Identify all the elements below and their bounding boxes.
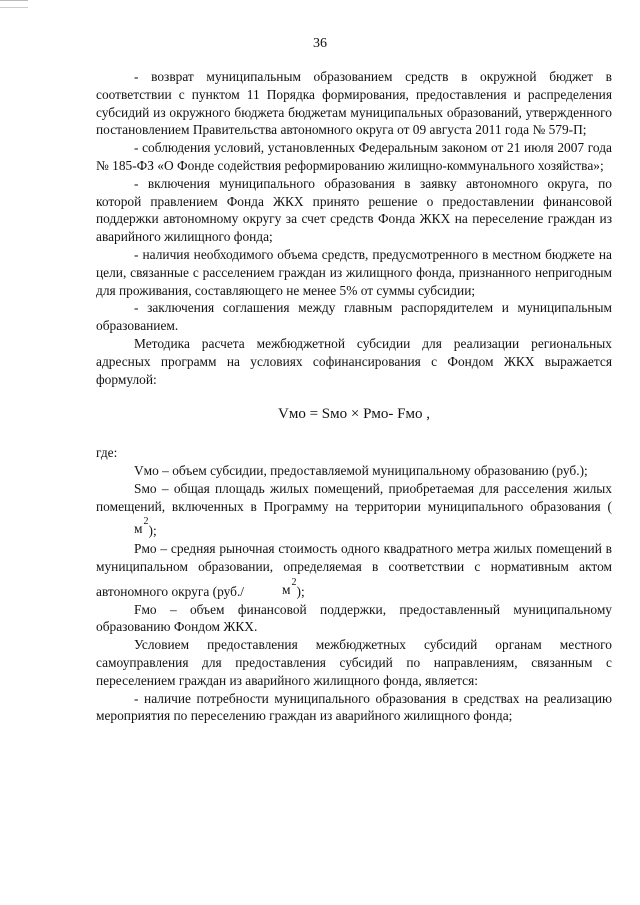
paragraph: - включения муниципального образования в заявку автономного округа, по которой правлением Фонда ЖКХ принято решение о предоставлении финансовой поддержки автономному округу за счет средств Фонда ЖКХ на переселение граждан из аварийного жилищного фонда; (96, 175, 612, 245)
paragraph: - соблюдения условий, установленных Федеральным законом от 21 июля 2007 года № 185-ФЗ «О Фонде содействия реформированию жилищно-коммунального хозяйства»; (96, 140, 612, 173)
definition-p-text: Pмо – средняя рыночная стоимость одного квадратного метра жилых помещений в муниципальном образовании, определяемая в соответствии с нормативным актом автономного округа (руб./ (96, 541, 612, 599)
formula-comma: , (426, 406, 430, 423)
definition-s: Sмо – общая площадь жилых помещений, приобретаемая для расселения жилых помещений, включенных в Программу на территории муниципального образования $(м^2)$; (96, 480, 612, 539)
paragraph: - заключения соглашения между главным распорядителем и муниципальным образованием. (96, 300, 612, 334)
formula-expression: Vмо = Sмо × Pмо- Fмо (278, 406, 423, 423)
page-number: 36 (313, 36, 327, 51)
unit-square-meter: $м^2$ (282, 576, 297, 597)
formula (96, 406, 612, 424)
exponent: 2 (291, 576, 297, 588)
scan-artifact (0, 0, 28, 8)
definition-p: Pмо – средняя рыночная стоимость одного квадратного метра жилых помещений в муниципальном образовании, определяемая в соответствии с нормативным актом автономного округа (руб./ $м^2$); (96, 541, 612, 599)
paragraph: Методика расчета межбюджетной субсидии для реализации региональных адресных программ на условиях софинансирования с Фондом ЖКХ выражается формулой: (96, 335, 612, 387)
paragraph: - наличия необходимого объема средств, предусмотренного в местном бюджете на цели, связанные с расселением граждан из жилищного фонда, признанного непригодным для проживания, составляющего не менее 5% от суммы субсидии; (96, 246, 612, 298)
paragraph: Условием предоставления межбюджетных субсидий органам местного самоуправления для предоставления субсидий по направлениям, связанным с переселением граждан из аварийного жилищного фонда, является: (96, 637, 612, 688)
document-body (96, 68, 612, 725)
unit-square-meter: $м^2$ (134, 516, 149, 537)
definition-v: Vмо – объем субсидии, предоставляемой муниципальному образованию (руб.); (134, 462, 588, 478)
exponent: 2 (143, 516, 149, 528)
where-label: где: (96, 445, 118, 461)
paragraph: - возврат муниципальным образованием средств в окружной бюджет в соответствии с пунктом 11 Порядка формирования, предоставления и распределения субсидий из окружного бюджета бюджетам муниципальных образований, утвержденного постановлением Правительства автономного округа от 09 августа 2011 года № 579-П; (96, 69, 612, 138)
definition-s-text: Sмо – общая площадь жилых помещений, приобретаемая для расселения жилых помещений, включенных в Программу на территории муниципального образования ( (96, 480, 612, 514)
paragraph: - наличие потребности муниципального образования в средствах на реализацию мероприятия по переселению граждан из аварийного жилищного фонда; (96, 690, 612, 724)
definition-f: Fмо – объем финансовой поддержки, предоставленный муниципальному образованию Фондом ЖКХ. (96, 601, 612, 635)
